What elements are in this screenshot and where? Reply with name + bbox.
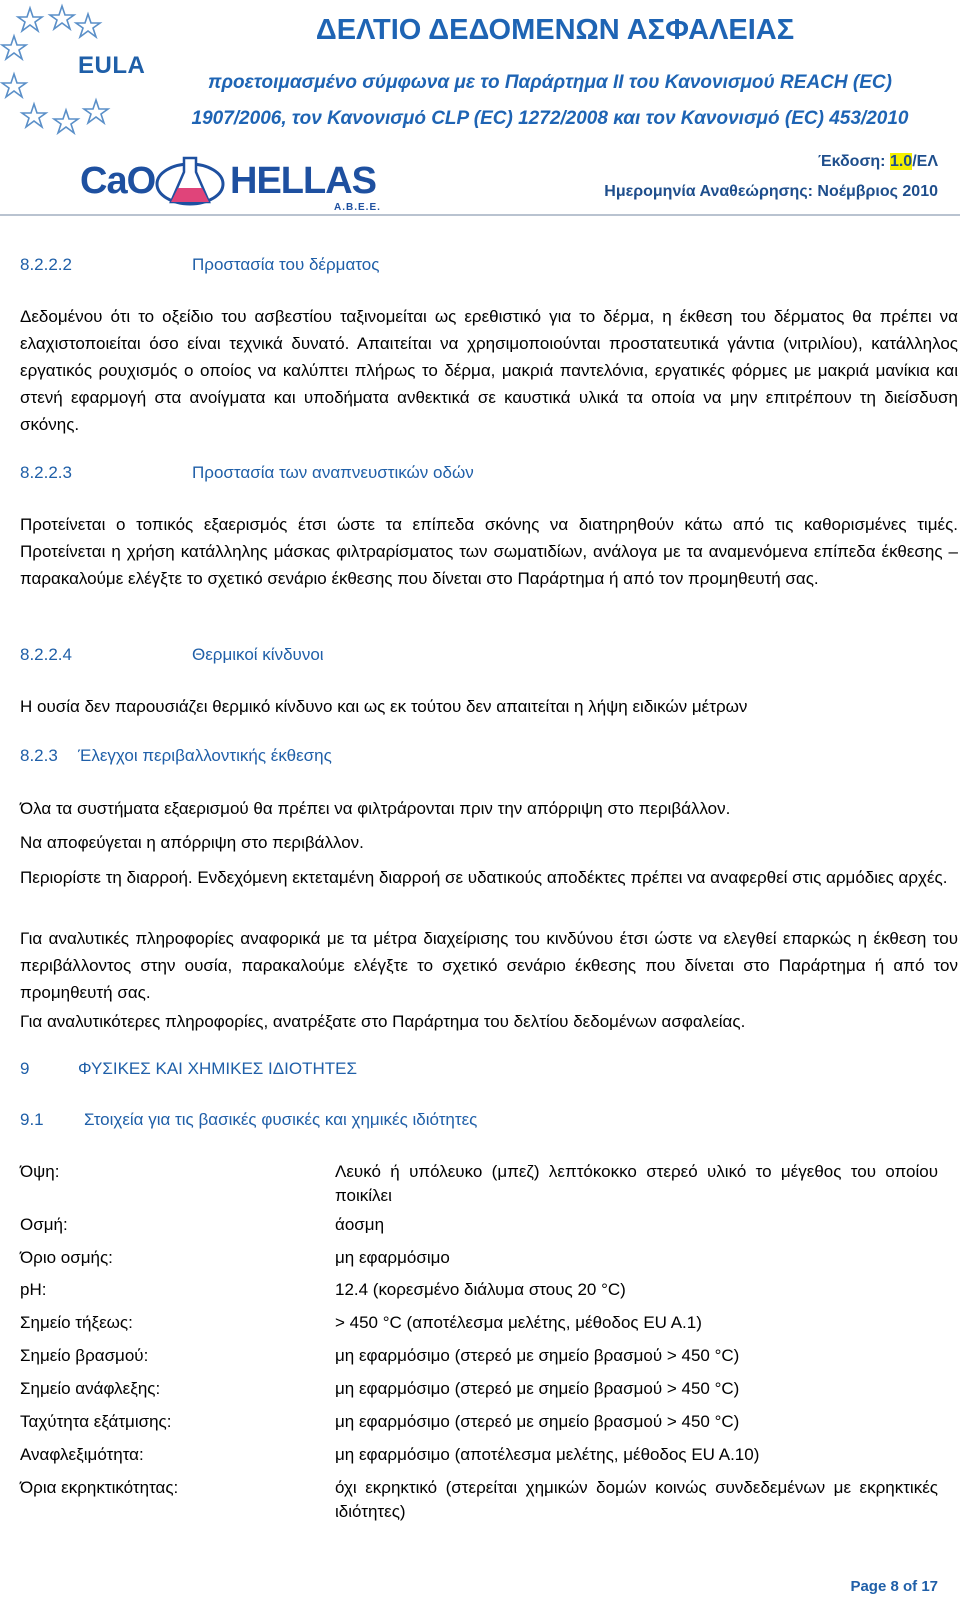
page-current: 8 bbox=[890, 1578, 899, 1595]
property-label: Αναφλεξιμότητα: bbox=[20, 1445, 144, 1464]
property-value: μη εφαρμόσιμο bbox=[335, 1248, 450, 1267]
property-label: Οσμή: bbox=[20, 1215, 68, 1234]
section-823-number: 8.2.3 bbox=[20, 746, 58, 765]
section-8222-text: Δεδομένου ότι το οξείδιο του ασβεστίου ταξινομείται ως ερεθιστικό για το δέρμα, η έκθεση του δέρματος θα πρέπει να ελαχιστοποιείται όσο είναι τεχνικά δυνατό. Απαιτείται να χρησιμοποιούνται προστατευτικά γάντια (νιτριλίου), κατάλληλος εργατικός ρουχισμός ο οποίος να καλύπτει πλήρως το δέρμα, μακριά παντελόνια, εργατικές φόρμες με μακριά μανίκια και στενή εφαρμογή στα ανοίγματα και υποδήματα ανθεκτικά σε καυστικά υλικά τα οποία να μην επιτρέπουν τη διείσδυση σκόνης. bbox=[20, 307, 958, 434]
document-subtitle-line1: προετοιμασμένο σύμφωνα με το Παράρτημα II του Κανονισμού REACH (EC) bbox=[208, 72, 892, 93]
property-label: Ταχύτητα εξάτμισης: bbox=[20, 1412, 172, 1431]
section-823-paragraph-5: Για αναλυτικότερες πληροφορίες, ανατρέξατε στο Παράρτημα του δελτίου δεδομένων ασφαλείας. bbox=[20, 1012, 746, 1031]
version-label: Έκδοση: bbox=[817, 153, 890, 170]
page-number bbox=[850, 1578, 938, 1595]
section-8224-number: 8.2.2.4 bbox=[20, 645, 72, 664]
property-value: μη εφαρμόσιμο (στερεό με σημείο βρασμού > 450 °C) bbox=[335, 1346, 740, 1365]
section-823-paragraph-2: Να αποφεύγεται η απόρριψη στο περιβάλλον. bbox=[20, 833, 364, 852]
section-8222-number: 8.2.2.2 bbox=[20, 255, 72, 274]
section-8222-title: Προστασία του δέρματος bbox=[192, 255, 380, 274]
section-91-title: Στοιχεία για τις βασικές φυσικές και χημικές ιδιότητες bbox=[84, 1110, 478, 1129]
revision-date: Ημερομηνία Αναθεώρησης: Νοέμβριος 2010 bbox=[604, 183, 938, 200]
property-value: μη εφαρμόσιμο (στερεό με σημείο βρασμού > 450 °C) bbox=[335, 1412, 740, 1431]
section-8224-title: Θερμικοί κίνδυνοι bbox=[192, 645, 324, 664]
company-logo-cao: CaO bbox=[80, 160, 156, 202]
company-logo-abee: A.B.E.E. bbox=[334, 202, 381, 213]
property-value: > 450 °C (αποτέλεσμα μελέτης, μέθοδος EU A.1) bbox=[335, 1313, 702, 1332]
version-info bbox=[818, 153, 938, 171]
property-label: Σημείο βρασμού: bbox=[20, 1346, 149, 1365]
version-suffix: /ΕΛ bbox=[912, 153, 938, 170]
section-823-paragraph-4: Για αναλυτικές πληροφορίες αναφορικά με τα μέτρα διαχείρισης του κινδύνου έτσι ώστε να ελεγθεί επαρκώς η έκθεση του περιβάλλοντος στην ουσία, παρακαλούμε ελέγξτε το σχετικό σενάριο έκθεσης που δίνεται στο Παράρτημα ή από τον προμηθευτή σας. bbox=[20, 929, 958, 1002]
header-divider bbox=[0, 214, 960, 216]
property-value: Λευκό ή υπόλευκο (μπεζ) λεπτόκοκκο στερεό υλικό το μέγεθος του οποίου ποικίλει bbox=[335, 1162, 938, 1205]
property-label: Όψη: bbox=[20, 1162, 60, 1181]
property-label: Σημείο ανάφλεξης: bbox=[20, 1379, 161, 1398]
property-label: Σημείο τήξεως: bbox=[20, 1313, 133, 1332]
page-of-word: of bbox=[898, 1578, 922, 1595]
property-label: Όρια εκρηκτικότητας: bbox=[20, 1478, 179, 1497]
section-8223-number: 8.2.2.3 bbox=[20, 463, 72, 482]
property-value: μη εφαρμόσιμο (αποτέλεσμα μελέτης, μέθοδος EU A.10) bbox=[335, 1445, 760, 1464]
version-number: 1.0 bbox=[889, 153, 913, 170]
property-value: όχι εκρηκτικό (στερείται χημικών δομών κοινώς συνδεδεμένων με εκρηκτικές ιδιότητες) bbox=[335, 1478, 938, 1521]
property-label: Όριο οσμής: bbox=[20, 1248, 113, 1267]
section-823-title: Έλεγχοι περιβαλλοντικής έκθεσης bbox=[78, 746, 332, 765]
section-9-title: ΦΥΣΙΚΕΣ ΚΑΙ ΧΗΜΙΚΕΣ ΙΔΙΟΤΗΤΕΣ bbox=[78, 1059, 357, 1078]
section-8223-title: Προστασία των αναπνευστικών οδών bbox=[192, 463, 474, 482]
section-823-paragraph-3: Περιορίστε τη διαρροή. Ενδεχόμενη εκτεταμένη διαρροή σε υδατικούς αποδέκτες πρέπει να αναφερθεί στις αρμόδιες αρχές. bbox=[20, 868, 948, 887]
section-8223-text: Προτείνεται ο τοπικός εξαερισμός έτσι ώστε τα επίπεδα σκόνης να διατηρηθούν κάτω από τις καθορισμένες τιμές. Προτείνεται η χρήση κατάλληλης μάσκας φιλτραρίσματος των σωματιδίων, ανάλογα με τα αναμενόμενα επίπεδα έκθεσης – παρακαλούμε ελέγξτε το σχετικό σενάριο έκθεσης που δίνεται στο Παράρτημα ή από τον προμηθευτή σας. bbox=[20, 515, 958, 588]
property-label: pH: bbox=[20, 1280, 47, 1299]
property-value: μη εφαρμόσιμο (στερεό με σημείο βρασμού > 450 °C) bbox=[335, 1379, 740, 1398]
page-word: Page bbox=[850, 1578, 891, 1595]
page-total: 17 bbox=[921, 1578, 938, 1595]
property-value: 12.4 (κορεσμένο διάλυμα στους 20 °C) bbox=[335, 1280, 626, 1299]
document-title: ΔΕΛΤΙΟ ΔΕΔΟΜΕΝΩΝ ΑΣΦΑΛΕΙΑΣ bbox=[315, 14, 795, 46]
document-subtitle-line2: 1907/2006, τον Κανονισμό CLP (EC) 1272/2008 και τον Κανονισμό (EC) 453/2010 bbox=[191, 108, 909, 129]
eula-logo-text: EULA bbox=[78, 52, 146, 79]
section-8224-text: Η ουσία δεν παρουσιάζει θερμικό κίνδυνο και ως εκ τούτου δεν απαιτείται η λήψη ειδικών μέτρων bbox=[20, 697, 748, 716]
section-823-paragraph-1: Όλα τα συστήματα εξαερισμού θα πρέπει να φιλτράρονται πριν την απόρριψη στο περιβάλλον. bbox=[20, 799, 731, 818]
property-value: άοσμη bbox=[335, 1215, 385, 1234]
company-logo-hellas: HELLAS bbox=[230, 160, 376, 202]
section-91-number: 9.1 bbox=[20, 1110, 44, 1129]
section-9-number: 9 bbox=[20, 1059, 30, 1078]
flask-icon bbox=[155, 154, 225, 210]
